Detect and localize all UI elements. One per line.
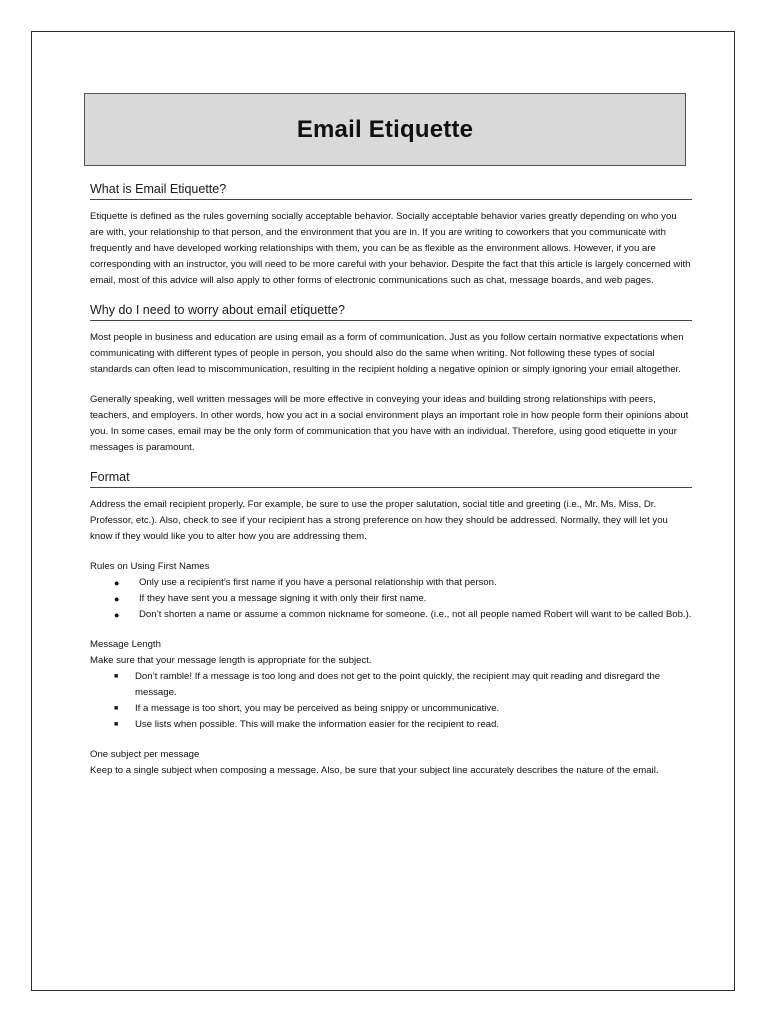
list-item: ■ If a message is too short, you may be perceived as being snippy or uncommunicative. [90, 701, 692, 717]
document-body [90, 182, 692, 779]
square-bullet-icon: ■ [114, 705, 119, 712]
section-heading-why: Why do I need to worry about email etiquette? [90, 303, 692, 321]
document-page [31, 31, 735, 991]
message-length-list [90, 669, 692, 733]
section-paragraph-why-1: Most people in business and education are using email as a form of communication. Just as you follow certain normative expectations when communicating with different types of people in person, you should also do the same when writing. Not following these types of social standards can often lead to miscommunication, resulting in the recipient holding a negative opinion or simply ignoring your email altogether. [90, 332, 684, 375]
list-item: ● If they have sent you a message signing it with only their first name. [90, 591, 692, 607]
title-banner [84, 93, 686, 166]
subheading-message-length: Message Length [90, 639, 161, 650]
list-item: ■ Don’t ramble! If a message is too long and does not get to the point quickly, the recipient may quit reading and disregard the message. [114, 671, 661, 698]
subheading-one-subject: One subject per message [90, 749, 200, 760]
bullet-icon: ● [114, 594, 120, 604]
list-item: ● Don’t shorten a name or assume a common nickname for someone. (i.e., not all people named Robert will want to be called Bob.). [90, 607, 692, 623]
first-names-list [90, 575, 692, 623]
subheading-first-names: Rules on Using First Names [90, 561, 210, 572]
bullet-icon: ● [114, 610, 120, 620]
section-heading-what: What is Email Etiquette? [90, 182, 692, 200]
list-item: ● Only use a recipient’s first name if you have a personal relationship with that person. [90, 575, 692, 591]
section-paragraph-what: Etiquette is defined as the rules governing socially acceptable behavior. Socially acceptable behavior varies greatly depending on who you are with, your relationship to that person, and the environment that you are in. If you are writing to coworkers that you communicate with frequently and have developed working relationships with them, you can be as flexible as the environment allows. However, if you are corresponding with an instructor, you will need to be more careful with your behavior. Despite the fact that this article is largely concerned with email, most of this advice will also apply to other forms of electronic communications such as chat, message boards, and web pages. [90, 211, 691, 286]
one-subject-paragraph: Keep to a single subject when composing a message. Also, be sure that your subject line accurately describes the nature of the email. [90, 765, 659, 776]
message-length-intro: Make sure that your message length is appropriate for the subject. [90, 655, 372, 666]
section-paragraph-why-2: Generally speaking, well written messages will be more effective in conveying your ideas and building strong relationships with peers, teachers, and employers. In other words, how you act in a social environment plays an important role in how people form their opinions about you. In some cases, email may be the only form of communication that you have with an individual. Therefore, using good etiquette in your messages is paramount. [90, 394, 689, 453]
page-title: Email Etiquette [296, 115, 474, 143]
bullet-icon: ● [114, 578, 120, 588]
section-heading-format: Format [90, 470, 692, 488]
square-bullet-icon: ■ [114, 721, 119, 728]
section-paragraph-format: Address the email recipient properly. For example, be sure to use the proper salutation, social title and greeting (i.e., Mr. Ms. Miss, Dr. Professor, etc.). Also, check to see if your recipient has a strong preference on how they should be addressed. Normally, they will let you know if they would like you to alter how you are addressing them. [90, 499, 668, 542]
square-bullet-icon: ■ [114, 673, 119, 680]
list-item: ■ Use lists when possible. This will make the information easier for the recipient to read. [90, 717, 692, 733]
